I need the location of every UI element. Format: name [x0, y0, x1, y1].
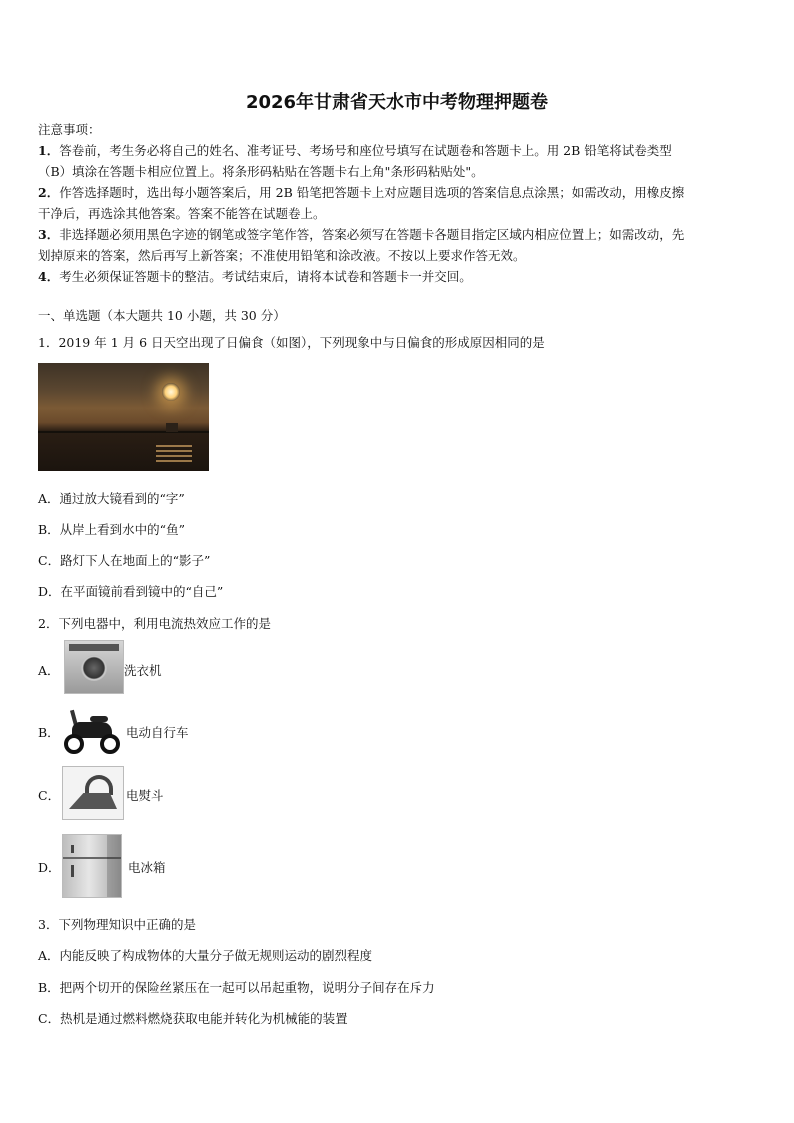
note-line: （B）填涂在答题卡相应位置上。将条形码粘贴在答题卡右上角"条形码粘贴处"。: [38, 164, 484, 179]
page-title: 2026年甘肃省天水市中考物理押题卷: [245, 92, 549, 113]
fridge-handle-top: [71, 845, 74, 853]
question-1-stem: 1．2019 年 1 月 6 日天空出现了日偏食（如图），下列现象中与日偏食的形成原因相同的是: [38, 335, 545, 350]
q2-option-c-letter: C．: [38, 788, 61, 803]
notes-list: [38, 140, 760, 287]
q3-option-b: B．把两个切开的保险丝紧压在一起可以吊起重物，说明分子间存在斥力: [38, 980, 435, 995]
q2-option-d-letter: D．: [38, 860, 61, 875]
q1-option-c: C．路灯下人在地面上的“影子”: [38, 553, 211, 568]
bike-rear-wheel: [100, 734, 120, 754]
sun-shape: [162, 383, 180, 401]
q2-option-b-label: 电动自行车: [126, 725, 189, 740]
distant-structure: [166, 423, 178, 432]
q2-option-c-label: 电熨斗: [126, 788, 164, 803]
bike-front-wheel: [64, 734, 84, 754]
q1-option-b: B．从岸上看到水中的“鱼”: [38, 522, 185, 537]
q2-option-a-label: 洗衣机: [124, 663, 162, 678]
q1-option-a: A．通过放大镜看到的“字”: [38, 491, 185, 506]
q2-option-a-letter: A．: [38, 663, 60, 678]
q2-option-b-letter: B．: [38, 725, 60, 740]
notes-heading: 注意事项：: [38, 122, 101, 137]
q3-option-a: A．内能反映了构成物体的大量分子做无规则运动的剧烈程度: [38, 948, 373, 963]
refrigerator-image: [62, 834, 122, 898]
note-line: 4．考生必须保证答题卡的整洁。考试结束后，请将本试卷和答题卡一并交回。: [38, 269, 472, 284]
washing-machine-image: [64, 640, 124, 694]
note-line: 3．非选择题必须用黑色字迹的钢笔或签字笔作答，答案必须写在答题卡各题目指定区域内相应位置上；如需改动，先: [38, 227, 685, 242]
partial-eclipse-photo: [38, 363, 209, 471]
fridge-handle-bottom: [71, 865, 74, 877]
washer-door: [81, 655, 107, 681]
washer-panel: [69, 644, 119, 651]
q1-option-d: D．在平面镜前看到镜中的“自己”: [38, 584, 224, 599]
electric-iron-image: [62, 766, 124, 820]
note-line: 干净后，再选涂其他答案。答案不能答在试题卷上。: [38, 206, 326, 221]
electric-bike-image: [62, 704, 122, 758]
q2-option-d-label: 电冰箱: [128, 860, 166, 875]
note-line: 2．作答选择题时，选出每小题答案后，用 2B 铅笔把答题卡上对应题目选项的答案信息点涂黑；如需改动，用橡皮擦: [38, 185, 685, 200]
question-2-stem: 2．下列电器中，利用电流热效应工作的是: [38, 616, 271, 631]
horizon-line: [38, 431, 209, 433]
water-reflection: [156, 445, 192, 465]
iron-plate: [69, 793, 117, 809]
question-3-stem: 3．下列物理知识中正确的是: [38, 917, 196, 932]
note-line: 1．答卷前，考生务必将自己的姓名、准考证号、考场号和座位号填写在试题卷和答题卡上。用 2B 铅笔将试卷类型: [38, 143, 672, 158]
iron-handle: [85, 775, 113, 795]
note-line: 划掉原来的答案，然后再写上新答案；不准使用铅笔和涂改液。不按以上要求作答无效。: [38, 248, 526, 263]
fridge-side: [107, 835, 121, 897]
section-title: 一、单选题（本大题共 10 小题，共 30 分）: [38, 308, 286, 323]
q3-option-c: C．热机是通过燃料燃烧获取电能并转化为机械能的装置: [38, 1011, 348, 1026]
